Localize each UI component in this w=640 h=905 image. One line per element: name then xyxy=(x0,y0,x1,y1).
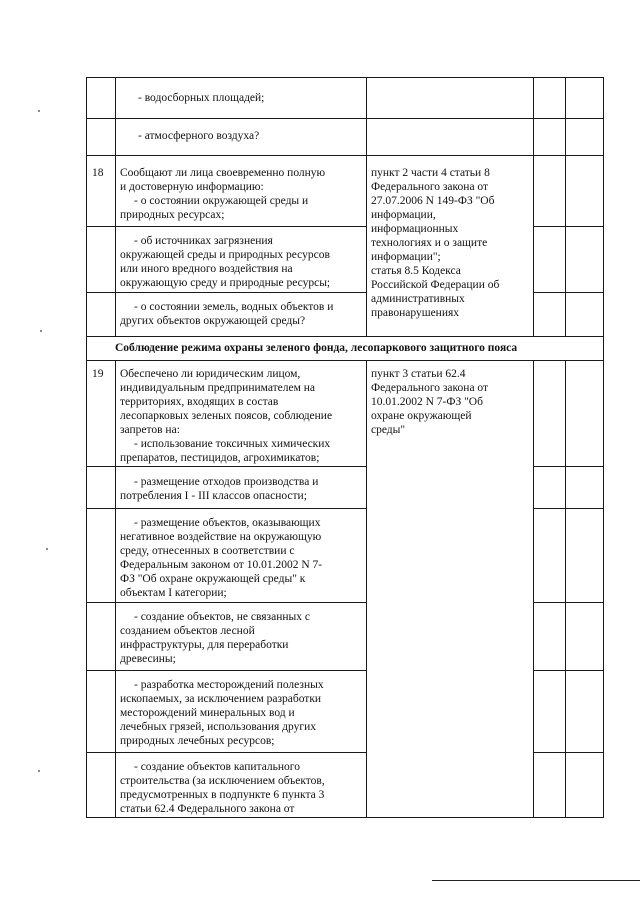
row19-question-line1: Обеспечено ли юридическим лицом, xyxy=(120,368,301,380)
row-divider xyxy=(86,155,604,156)
row19-question-line2: индивидуальным предпринимателем на xyxy=(120,382,316,394)
row18-question-line1: Сообщают ли лица своевременно полную xyxy=(120,167,326,179)
table-col-divider-1 xyxy=(115,77,116,336)
row18-law-line5: информационных xyxy=(371,223,459,235)
row18-law-line11: правонарушениях xyxy=(371,307,460,319)
row19-sub5-line5: природных лечебных ресурсов; xyxy=(120,735,275,747)
row18-law-line10: административных xyxy=(371,293,465,305)
row-divider xyxy=(86,466,367,467)
row-divider xyxy=(533,670,604,671)
row-text-air: - атмосферного воздуха? xyxy=(138,130,260,142)
row19-sub2-line2: потребления I - III классов опасности; xyxy=(120,490,307,502)
table-border-bottom xyxy=(86,817,604,818)
row18-law-line7: информации"; xyxy=(371,251,441,263)
scan-dot xyxy=(38,770,40,772)
row19-sub6-line3: предусмотренных в подпункте 6 пункта 3 xyxy=(120,789,325,801)
row19-sub5-line2: ископаемых, за исключением разработки xyxy=(120,693,322,705)
row19-question-line7: препаратов, пестицидов, агрохимикатов; xyxy=(120,452,320,464)
row19-question-line3: территориях, входящих в состав xyxy=(120,396,279,408)
row18-law-line4: информации, xyxy=(371,209,436,221)
row19-sub3-line1: - размещение объектов, оказывающих xyxy=(134,517,321,529)
row19-sub3-line4: Федеральным законом от 10.01.2002 N 7- xyxy=(120,559,323,571)
table-border-top xyxy=(86,77,604,78)
row19-question-line4: лесопарковых зеленых поясов, соблюдение xyxy=(120,410,333,422)
row19-law-line2: Федерального закона от xyxy=(371,382,489,394)
row19-sub4-line1: - создание объектов, не связанных с xyxy=(134,611,310,623)
row18-sub3-line1: - о состоянии земель, водных объектов и xyxy=(134,301,334,313)
row-divider xyxy=(86,752,367,753)
row18-sub2-line2: окружающей среды и природных ресурсов xyxy=(120,249,330,261)
row19-sub6-line1: - создание объектов капитального xyxy=(134,761,300,773)
row18-law-line1: пункт 2 части 4 статьи 8 xyxy=(371,167,490,179)
table-col-divider-4 xyxy=(565,77,566,336)
row19-sub5-line4: лечебных грязей, использования других xyxy=(120,721,317,733)
row-divider xyxy=(86,602,367,603)
row-divider xyxy=(86,508,367,509)
table-border-right xyxy=(603,77,604,818)
row18-question-line2: и достоверную информацию: xyxy=(120,181,264,193)
row19-sub2-line1: - размещение отходов производства и xyxy=(134,476,319,488)
row18-law-line9: Российской Федерации об xyxy=(371,279,500,291)
row-divider xyxy=(533,752,604,753)
table-col-divider-3 xyxy=(533,77,534,336)
row-number-18: 18 xyxy=(92,167,104,179)
row-text-catchment: - водосборных площадей; xyxy=(138,92,265,104)
scan-dot xyxy=(38,110,40,112)
row18-sub2-line1: - об источниках загрязнения xyxy=(134,235,273,247)
row18-law-line2: Федерального закона от xyxy=(371,181,489,193)
row19-question-line5: запретов на: xyxy=(120,424,180,436)
row18-law-line8: статья 8.5 Кодекса xyxy=(371,265,461,277)
row-divider xyxy=(533,226,604,227)
row-divider xyxy=(533,602,604,603)
row18-law-line3: 27.07.2006 N 149-ФЗ "Об xyxy=(371,195,495,207)
row19-sub6-line4: статьи 62.4 Федерального закона от xyxy=(120,803,295,815)
row18-sub3-line2: других объектов окружающей среды? xyxy=(120,315,306,327)
row19-law-line3: 10.01.2002 N 7-ФЗ "Об xyxy=(371,396,483,408)
table-col-divider-2b xyxy=(366,360,367,818)
scan-dot xyxy=(46,548,48,550)
row19-law-line4: охране окружающей xyxy=(371,410,472,422)
table-border-left xyxy=(86,77,87,818)
row18-question-line4: природных ресурсах; xyxy=(120,209,225,221)
row-divider xyxy=(86,336,604,337)
row18-sub2-line3: или иного вредного воздействия на xyxy=(120,263,293,275)
row19-sub4-line2: созданием объектов лесной xyxy=(120,625,255,637)
row19-sub3-line5: ФЗ "Об охране окружающей среды" к xyxy=(120,573,306,585)
row18-sub2-line4: окружающую среду и природные ресурсы; xyxy=(120,277,331,289)
row-number-19: 19 xyxy=(92,368,104,380)
row-divider xyxy=(86,360,604,361)
row-divider xyxy=(533,292,604,293)
row-divider xyxy=(533,466,604,467)
row-divider xyxy=(86,670,367,671)
row19-question-line6: - использование токсичных химических xyxy=(134,438,331,450)
row19-sub3-line6: объектам I категории; xyxy=(120,587,227,599)
row19-sub3-line2: негативное воздействие на окружающую xyxy=(120,531,322,543)
row19-sub4-line3: инфраструктуры, для переработки xyxy=(120,639,289,651)
row18-law-line6: технологиях и о защите xyxy=(371,237,488,249)
row19-sub5-line1: - разработка месторождений полезных xyxy=(134,679,324,691)
row18-question-line3: - о состоянии окружающей среды и xyxy=(134,195,309,207)
row19-law-line5: среды" xyxy=(371,424,406,436)
row19-sub6-line2: строительства (за исключением объектов, xyxy=(120,775,325,787)
row-divider xyxy=(533,508,604,509)
footer-rule xyxy=(432,880,640,881)
scan-dot xyxy=(40,330,42,332)
row-divider xyxy=(86,292,367,293)
table-col-divider-3b xyxy=(533,360,534,818)
table-col-divider-2 xyxy=(366,77,367,336)
table-col-divider-4b xyxy=(565,360,566,818)
table-col-divider-1b xyxy=(115,360,116,818)
row-divider xyxy=(86,118,604,119)
row19-law-line1: пункт 3 статьи 62.4 xyxy=(371,368,466,380)
row19-sub3-line3: среду, отнесенных в соответствии с xyxy=(120,545,295,557)
row-divider xyxy=(86,226,367,227)
row19-sub4-line4: древесины; xyxy=(120,653,176,665)
row19-sub5-line3: месторождений минеральных вод и xyxy=(120,707,295,719)
section-title: Соблюдение режима охраны зеленого фонда, лесопаркового защитного пояса xyxy=(115,342,518,354)
